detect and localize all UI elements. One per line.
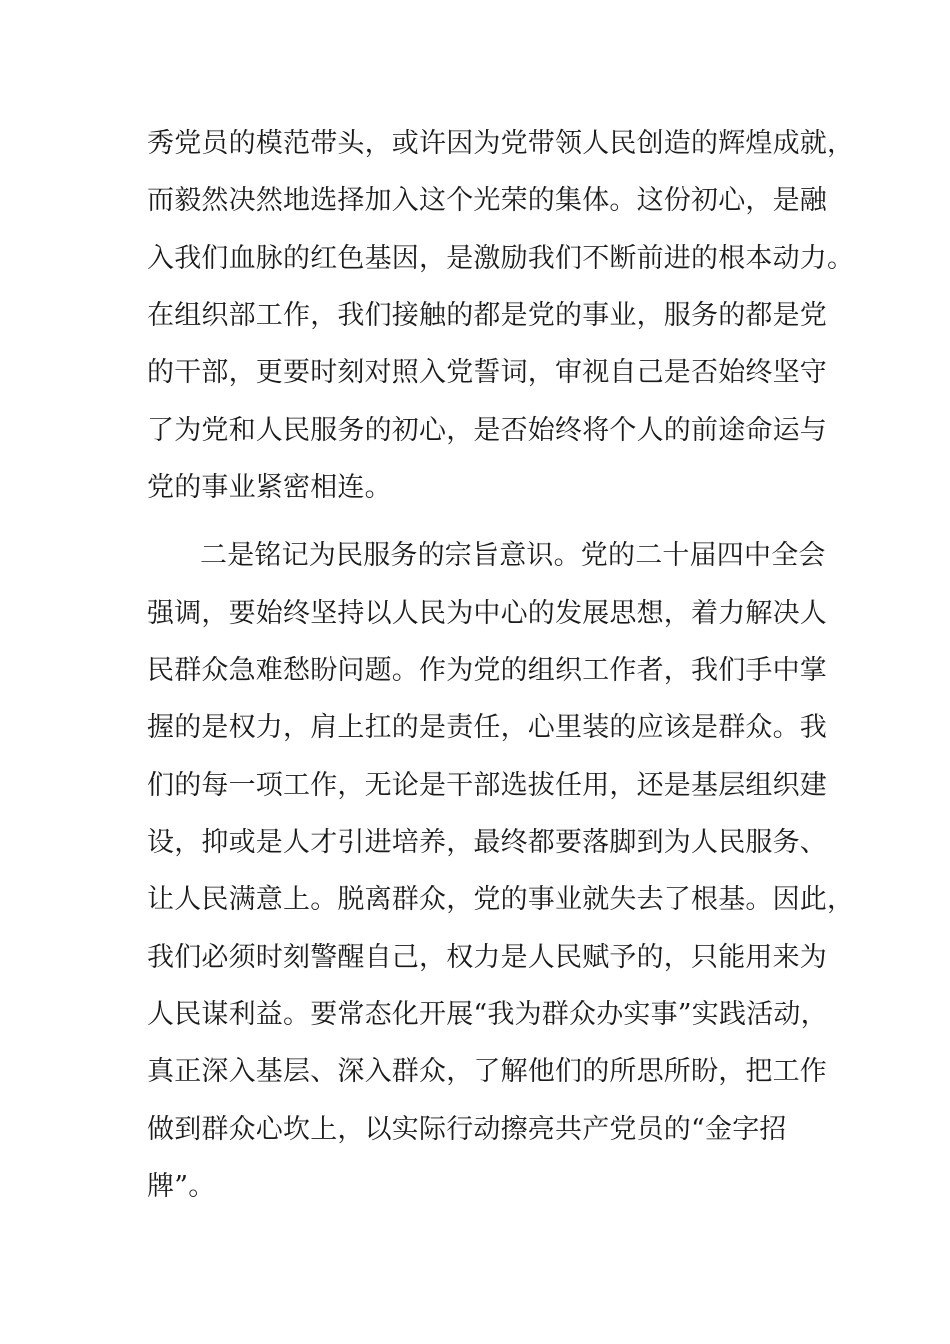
paragraph-line: 党的事业紧密相连。 [147, 472, 392, 503]
paragraph-line: 设，抑或是人才引进培养，最终都要落脚到为人民服务、 [147, 827, 827, 858]
paragraph-line: 秀党员的模范带头，或许因为党带领人民创造的辉煌成就， [147, 128, 855, 159]
paragraph-line: 民群众急难愁盼问题。作为党的组织工作者，我们手中掌 [147, 655, 827, 686]
paragraph-line: 了为党和人民服务的初心，是否始终将个人的前途命运与 [147, 415, 827, 446]
paragraph-line: 我们必须时刻警醒自己，权力是人民赋予的，只能用来为 [147, 942, 827, 973]
paragraph-line: 在组织部工作，我们接触的都是党的事业，服务的都是党 [147, 300, 827, 331]
paragraph-line: 入我们血脉的红色基因，是激励我们不断前进的根本动力。 [147, 243, 855, 274]
paragraph-line: 们的每一项工作，无论是干部选拔任用，还是基层组织建 [147, 770, 827, 801]
paragraph-line: 人民谋利益。要常态化开展“我为群众办实事”实践活动， [147, 999, 828, 1030]
paragraph-line: 牌”。 [147, 1171, 216, 1202]
paragraph-line: 强调，要始终坚持以人民为中心的发展思想，着力解决人 [147, 598, 827, 629]
paragraph-line: 的干部，更要时刻对照入党誓词，审视自己是否始终坚守 [147, 357, 827, 388]
paragraph-line: 握的是权力，肩上扛的是责任，心里装的应该是群众。我 [147, 712, 827, 743]
paragraph-line: 做到群众心坎上，以实际行动擦亮共产党员的“金字招 [147, 1114, 787, 1145]
paragraph-line: 真正深入基层、深入群众，了解他们的所思所盼，把工作 [147, 1056, 827, 1087]
paragraph-line: 而毅然决然地选择加入这个光荣的集体。这份初心，是融 [147, 185, 827, 216]
paragraph-line: 二是铭记为民服务的宗旨意识。党的二十届四中全会 [200, 540, 826, 571]
paragraph-line: 让人民满意上。脱离群众，党的事业就失去了根基。因此， [147, 884, 855, 915]
